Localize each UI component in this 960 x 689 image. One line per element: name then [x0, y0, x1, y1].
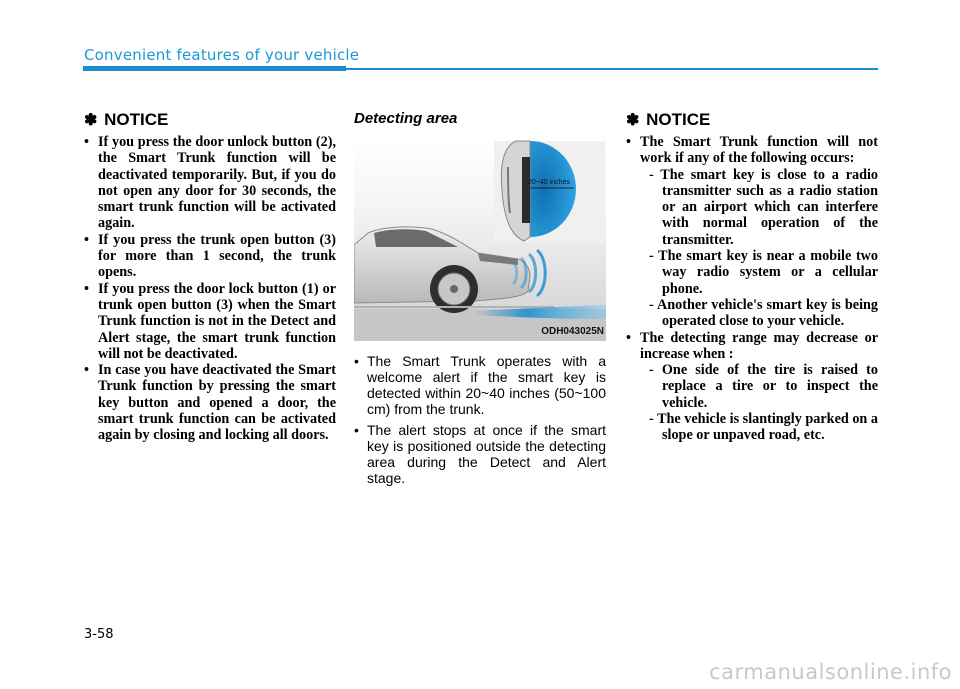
- right-notice-list: [626, 134, 878, 444]
- right-notice-title: ✽ NOTICE: [626, 110, 711, 129]
- list-item: • The Smart Trunk operates with a welcome alert if the smart key is detected within 20~40 inches (50~100 cm) from the trunk.: [354, 353, 606, 417]
- list-item: • The detecting range may decrease or increase when : - One side of the tire is raised to replace a tire or to inspect the vehicle. - The vehicle is slantingly parked on a slope or unpaved road, etc.: [626, 329, 879, 444]
- sub-list: [640, 167, 878, 330]
- sub-list: [640, 362, 878, 443]
- sub-list-item: - The smart key is near a mobile two way radio system or a cellular phone.: [649, 248, 879, 297]
- detecting-area-figure: [354, 139, 606, 341]
- watermark: carmanualsonline.info: [709, 660, 952, 684]
- left-notice-title: ✽ NOTICE: [84, 110, 169, 129]
- list-item: • The alert stops at once if the smart key is positioned outside the detecting area during the Detect and Alert stage.: [354, 422, 606, 486]
- sub-list-item: - One side of the tire is raised to replace a tire or to inspect the vehicle.: [649, 362, 878, 411]
- detecting-area-list: [354, 353, 606, 486]
- distance-label: 20~40 inches: [528, 179, 570, 186]
- figure-caption: ODH043025N: [541, 326, 604, 337]
- sub-list-item: - The smart key is close to a radio transmitter such as a radio station or an airport which can interfere with normal operation of the transmitter.: [649, 166, 879, 248]
- section-title: Detecting area: [354, 110, 458, 127]
- list-item: • If you press the door lock button (1) or trunk open button (3) when the Smart Trunk function is not in the Detect and Alert stage, the smart trunk function will not be deactivated.: [84, 280, 336, 362]
- list-item: • The Smart Trunk function will not work if any of the following occurs: - The smart key is close to a radio transmitter such as a radio station or an airport which can interfere with normal operation of the transmitter. - The smart key is near a mobile two way radio system or a cellular phone. - Another vehicle's smart key is being operated close to your vehicle.: [626, 134, 879, 330]
- page-number: 3-58: [84, 627, 114, 642]
- list-item: • If you press the door unlock button (2), the Smart Trunk function will be deactivated temporarily. But, if you do not open any door for 30 seconds, the smart trunk function will be activated again.: [84, 134, 336, 232]
- left-notice-list: [84, 134, 336, 444]
- sub-list-item: - Another vehicle's smart key is being operated close to your vehicle.: [649, 296, 878, 330]
- right-notice: [626, 108, 878, 444]
- car-detect-illustration: [354, 139, 606, 341]
- detecting-area-section: [354, 108, 606, 491]
- list-item: • If you press the trunk open button (3) for more than 1 second, the trunk opens.: [84, 231, 336, 281]
- sub-list-item: - The vehicle is slantingly parked on a slope or unpaved road, etc.: [649, 411, 879, 444]
- header-rule-thick: [83, 66, 346, 71]
- header-title: Convenient features of your vehicle: [84, 46, 360, 64]
- notice-star-icon: ✽: [626, 112, 640, 129]
- list-item: • In case you have deactivated the Smart Trunk function by pressing the smart key button and opened a door, the smart trunk function can be activated again by closing and locking all doors.: [84, 362, 336, 444]
- left-notice: [84, 108, 336, 444]
- header-rule-thin: [346, 68, 878, 70]
- notice-star-icon: ✽: [84, 112, 98, 129]
